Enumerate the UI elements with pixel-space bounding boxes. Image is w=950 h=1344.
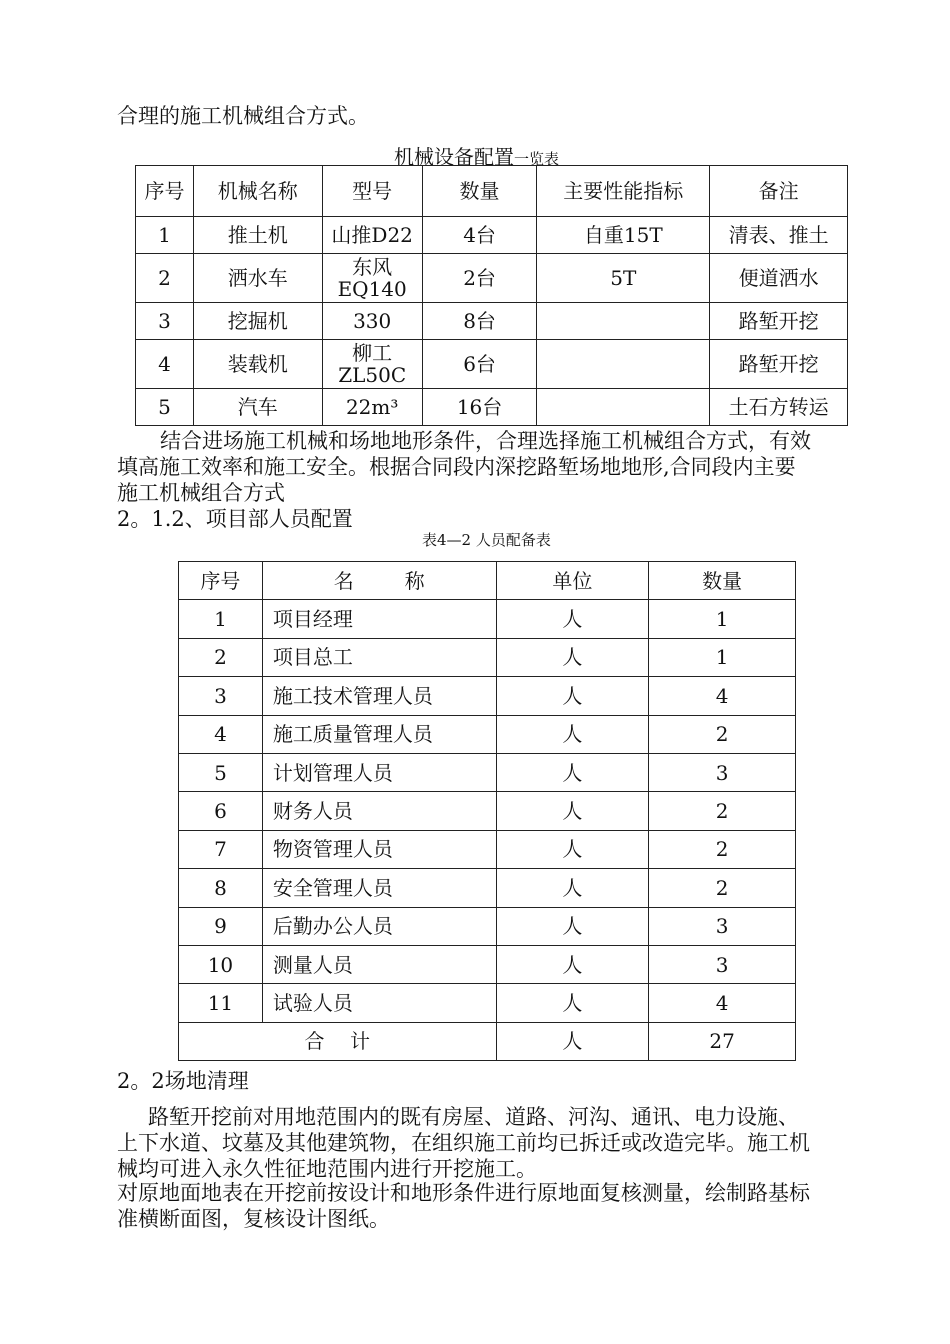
header-unit: 单位 bbox=[496, 562, 649, 600]
cell-model: 柳工ZL50C bbox=[322, 340, 422, 389]
cell-model: 22m³ bbox=[322, 389, 422, 426]
cell-name: 装载机 bbox=[193, 340, 322, 389]
header-index: 序号 bbox=[179, 562, 263, 600]
cell-name: 测量人员 bbox=[262, 945, 496, 983]
table-row bbox=[136, 303, 848, 340]
cell-count: 2 bbox=[649, 792, 796, 830]
cell-name: 汽车 bbox=[193, 389, 322, 426]
cell-name: 施工技术管理人员 bbox=[262, 677, 496, 715]
cell-count: 4 bbox=[649, 677, 796, 715]
cell-count: 3 bbox=[649, 907, 796, 945]
table-row bbox=[179, 830, 796, 868]
cell-unit: 人 bbox=[496, 677, 649, 715]
cell-quantity: 16台 bbox=[422, 389, 537, 426]
table-row bbox=[179, 984, 796, 1022]
cell-performance: 5T bbox=[537, 254, 710, 303]
cell-index: 11 bbox=[179, 984, 263, 1022]
machine-caption-small: 一览表 bbox=[514, 150, 560, 168]
staff-table-caption: 表4—2 人员配备表 bbox=[422, 531, 551, 549]
cell-count: 2 bbox=[649, 715, 796, 753]
cell-name: 财务人员 bbox=[262, 792, 496, 830]
cell-unit: 人 bbox=[496, 830, 649, 868]
section-heading-212: 2。1.2、项目部人员配置 bbox=[117, 507, 353, 531]
table-row bbox=[179, 638, 796, 676]
header-name: 机械名称 bbox=[193, 166, 322, 217]
table-row bbox=[179, 869, 796, 907]
paragraph2-line1: 路堑开挖前对用地范围内的既有房屋、道路、河沟、通讯、电力设施、 bbox=[148, 1105, 799, 1129]
cell-model: 330 bbox=[322, 303, 422, 340]
cell-index: 4 bbox=[136, 340, 194, 389]
table-row bbox=[136, 217, 848, 254]
cell-unit: 人 bbox=[496, 600, 649, 638]
cell-remark: 土石方转运 bbox=[710, 389, 848, 426]
cell-name: 挖掘机 bbox=[193, 303, 322, 340]
header-model: 型号 bbox=[322, 166, 422, 217]
cell-unit: 人 bbox=[496, 638, 649, 676]
cell-unit: 人 bbox=[496, 715, 649, 753]
header-quantity: 数量 bbox=[422, 166, 537, 217]
paragraph2-line2: 上下水道、坟墓及其他建筑物，在组织施工前均已拆迁或改造完毕。施工机 bbox=[117, 1131, 810, 1155]
cell-name: 试验人员 bbox=[262, 984, 496, 1022]
cell-count: 1 bbox=[649, 600, 796, 638]
cell-model: 山推D22 bbox=[322, 217, 422, 254]
table-row bbox=[136, 254, 848, 303]
header-remark: 备注 bbox=[710, 166, 848, 217]
cell-index: 1 bbox=[136, 217, 194, 254]
cell-model: 东风EQ140 bbox=[322, 254, 422, 303]
cell-unit: 人 bbox=[496, 792, 649, 830]
cell-count: 1 bbox=[649, 638, 796, 676]
cell-index: 5 bbox=[179, 753, 263, 791]
cell-index: 10 bbox=[179, 945, 263, 983]
table-row bbox=[136, 340, 848, 389]
cell-index: 3 bbox=[136, 303, 194, 340]
cell-remark: 路堑开挖 bbox=[710, 340, 848, 389]
cell-unit: 人 bbox=[496, 984, 649, 1022]
cell-count: 2 bbox=[649, 869, 796, 907]
cell-name: 计划管理人员 bbox=[262, 753, 496, 791]
total-label: 合 计 bbox=[179, 1022, 497, 1060]
cell-quantity: 2台 bbox=[422, 254, 537, 303]
cell-remark: 清表、推土 bbox=[710, 217, 848, 254]
cell-unit: 人 bbox=[496, 945, 649, 983]
staff-table-header bbox=[179, 562, 796, 600]
total-row bbox=[179, 1022, 796, 1060]
cell-count: 3 bbox=[649, 945, 796, 983]
cell-name: 项目总工 bbox=[262, 638, 496, 676]
cell-performance bbox=[537, 303, 710, 340]
header-index: 序号 bbox=[136, 166, 194, 217]
machine-caption-main: 机械设备配置 bbox=[394, 145, 514, 169]
header-name: 名 称 bbox=[262, 562, 496, 600]
cell-index: 8 bbox=[179, 869, 263, 907]
cell-unit: 人 bbox=[496, 869, 649, 907]
table-row bbox=[179, 677, 796, 715]
cell-name: 施工质量管理人员 bbox=[262, 715, 496, 753]
cell-index: 2 bbox=[179, 638, 263, 676]
total-count: 27 bbox=[649, 1022, 796, 1060]
cell-count: 2 bbox=[649, 830, 796, 868]
cell-index: 1 bbox=[179, 600, 263, 638]
total-unit: 人 bbox=[496, 1022, 649, 1060]
header-count: 数量 bbox=[649, 562, 796, 600]
cell-index: 5 bbox=[136, 389, 194, 426]
cell-count: 3 bbox=[649, 753, 796, 791]
paragraph2-line4: 对原地面地表在开挖前按设计和地形条件进行原地面复核测量，绘制路基标 bbox=[117, 1181, 810, 1205]
cell-index: 7 bbox=[179, 830, 263, 868]
machine-table bbox=[135, 165, 848, 426]
cell-count: 4 bbox=[649, 984, 796, 1022]
cell-name: 后勤办公人员 bbox=[262, 907, 496, 945]
cell-name: 安全管理人员 bbox=[262, 869, 496, 907]
cell-remark: 便道洒水 bbox=[710, 254, 848, 303]
table-row bbox=[179, 753, 796, 791]
cell-index: 6 bbox=[179, 792, 263, 830]
table-row bbox=[179, 907, 796, 945]
cell-index: 3 bbox=[179, 677, 263, 715]
cell-index: 4 bbox=[179, 715, 263, 753]
cell-name: 洒水车 bbox=[193, 254, 322, 303]
table-row bbox=[179, 600, 796, 638]
cell-quantity: 4台 bbox=[422, 217, 537, 254]
cell-unit: 人 bbox=[496, 907, 649, 945]
header-performance: 主要性能指标 bbox=[537, 166, 710, 217]
intro-line: 合理的施工机械组合方式。 bbox=[117, 104, 369, 128]
paragraph1-line2: 填高施工效率和施工安全。根据合同段内深挖路堑场地地形,合同段内主要 bbox=[117, 455, 796, 479]
staff-table bbox=[178, 561, 796, 1061]
cell-name: 推土机 bbox=[193, 217, 322, 254]
cell-performance bbox=[537, 389, 710, 426]
cell-unit: 人 bbox=[496, 753, 649, 791]
table-row bbox=[179, 792, 796, 830]
cell-quantity: 8台 bbox=[422, 303, 537, 340]
table-row bbox=[179, 945, 796, 983]
cell-performance bbox=[537, 340, 710, 389]
section-heading-22: 2。2场地清理 bbox=[117, 1069, 249, 1093]
table-row bbox=[179, 715, 796, 753]
machine-table-header bbox=[136, 166, 848, 217]
cell-index: 2 bbox=[136, 254, 194, 303]
table-row bbox=[136, 389, 848, 426]
cell-index: 9 bbox=[179, 907, 263, 945]
cell-remark: 路堑开挖 bbox=[710, 303, 848, 340]
paragraph2-line3: 械均可进入永久性征地范围内进行开挖施工。 bbox=[117, 1157, 537, 1181]
paragraph1-line3: 施工机械组合方式 bbox=[117, 481, 285, 505]
cell-name: 物资管理人员 bbox=[262, 830, 496, 868]
cell-performance: 自重15T bbox=[537, 217, 710, 254]
paragraph1-line1: 结合进场施工机械和场地地形条件，合理选择施工机械组合方式，有效 bbox=[160, 429, 811, 453]
paragraph2-line5: 准横断面图，复核设计图纸。 bbox=[117, 1207, 390, 1231]
cell-name: 项目经理 bbox=[262, 600, 496, 638]
cell-quantity: 6台 bbox=[422, 340, 537, 389]
